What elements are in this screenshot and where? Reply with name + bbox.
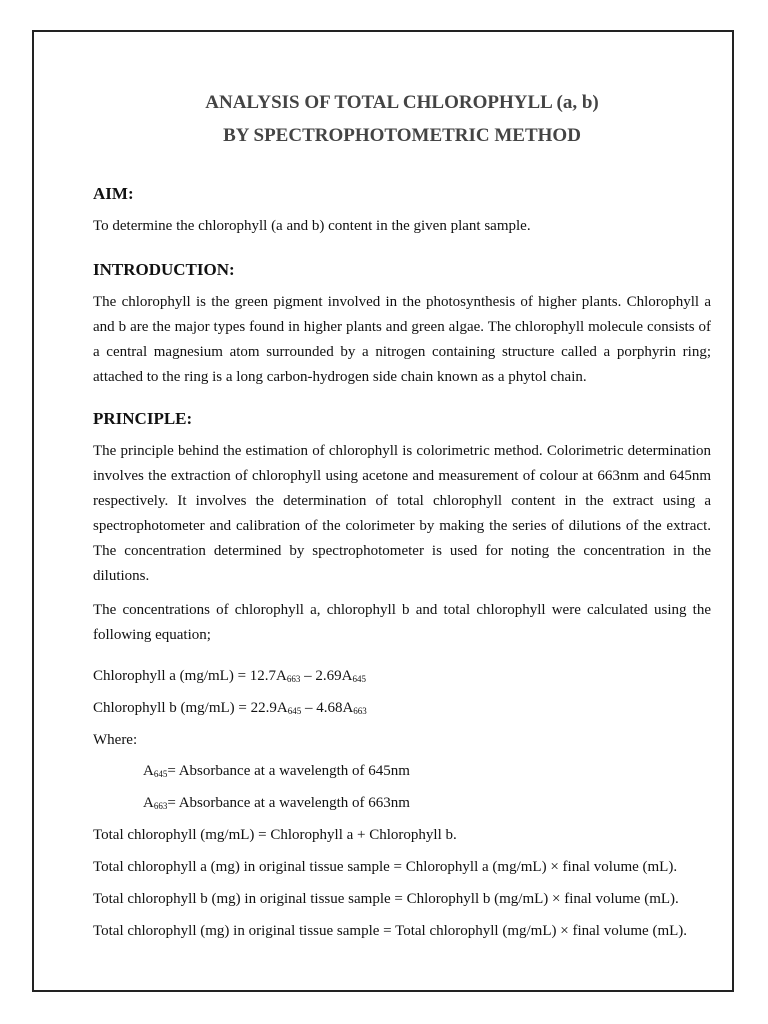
principle-heading: PRINCIPLE: bbox=[93, 409, 193, 428]
def2-text: = Absorbance at a wavelength of 663nm bbox=[167, 795, 410, 811]
total-chlorophyll-tissue-equation: Total chlorophyll (mg) in original tissue sample = Total chlorophyll (mg/mL) × final volume (mL). bbox=[93, 923, 688, 939]
eq2-subscript-2: 663 bbox=[353, 706, 367, 716]
eq1-subscript-2: 645 bbox=[352, 674, 366, 684]
eq1-subscript-1: 663 bbox=[286, 674, 301, 684]
def1-text: = Absorbance at a wavelength of 645nm bbox=[167, 763, 410, 779]
introduction-heading: INTRODUCTION: bbox=[93, 260, 235, 279]
def2-subscript: 663 bbox=[153, 801, 168, 811]
eq1-prefix: Chlorophyll a (mg/mL) = 12.7A bbox=[93, 668, 287, 684]
eq1-middle: – 2.69A bbox=[300, 668, 353, 684]
total-chlorophyll-b-equation: Total chlorophyll b (mg) in original tissue sample = Chlorophyll b (mg/mL) × final volume (mL). bbox=[93, 891, 679, 907]
where-label: Where: bbox=[93, 732, 138, 748]
concentration-text: The concentrations of chlorophyll a, chlorophyll b and total chlorophyll were calculated using the following equation; bbox=[93, 602, 711, 643]
document-body bbox=[93, 86, 711, 941]
def2-symbol: A bbox=[143, 795, 154, 811]
eq2-prefix: Chlorophyll b (mg/mL) = 22.9A bbox=[93, 700, 288, 716]
def1-symbol: A bbox=[143, 763, 154, 779]
eq2-subscript-1: 645 bbox=[287, 706, 302, 716]
introduction-text: The chlorophyll is the green pigment involved in the photosynthesis of higher plants. Chlorophyll a and b are the major types found in higher plants and green algae. The chlorophyll molecule consists of a central magnesium atom surrounded by a nitrogen containing structure called a porphyrin ring; attached to the ring is a long carbon-hydrogen side chain known as a phytol chain. bbox=[93, 294, 711, 385]
equation-chlorophyll-a bbox=[93, 666, 711, 686]
document-title-line-1: ANALYSIS OF TOTAL CHLOROPHYLL (a, b) bbox=[205, 92, 599, 113]
principle-text: The principle behind the estimation of chlorophyll is colorimetric method. Colorimetric determination involves the extraction of chlorophyll using acetone and measurement of colour at 663nm and 645nm respectively. It involves the determination of total chlorophyll content in the extract using a spectrophotometer and calibration of the colorimeter by making the series of dilutions of the extract. The concentration determined by spectrophotometer is used for noting the concentration in the dilutions. bbox=[93, 443, 711, 584]
eq2-middle: – 4.68A bbox=[301, 700, 354, 716]
equation-chlorophyll-b bbox=[93, 698, 711, 718]
definition-a645 bbox=[93, 761, 711, 781]
aim-text: To determine the chlorophyll (a and b) content in the given plant sample. bbox=[93, 218, 531, 234]
definition-a663 bbox=[93, 793, 711, 813]
document-title-line-2: BY SPECTROPHOTOMETRIC METHOD bbox=[223, 125, 581, 146]
aim-heading: AIM: bbox=[93, 184, 134, 203]
def1-subscript: 645 bbox=[153, 769, 168, 779]
total-chlorophyll-a-equation: Total chlorophyll a (mg) in original tissue sample = Chlorophyll a (mg/mL) × final volume (mL). bbox=[93, 859, 678, 875]
total-chlorophyll-equation: Total chlorophyll (mg/mL) = Chlorophyll a + Chlorophyll b. bbox=[93, 827, 457, 843]
